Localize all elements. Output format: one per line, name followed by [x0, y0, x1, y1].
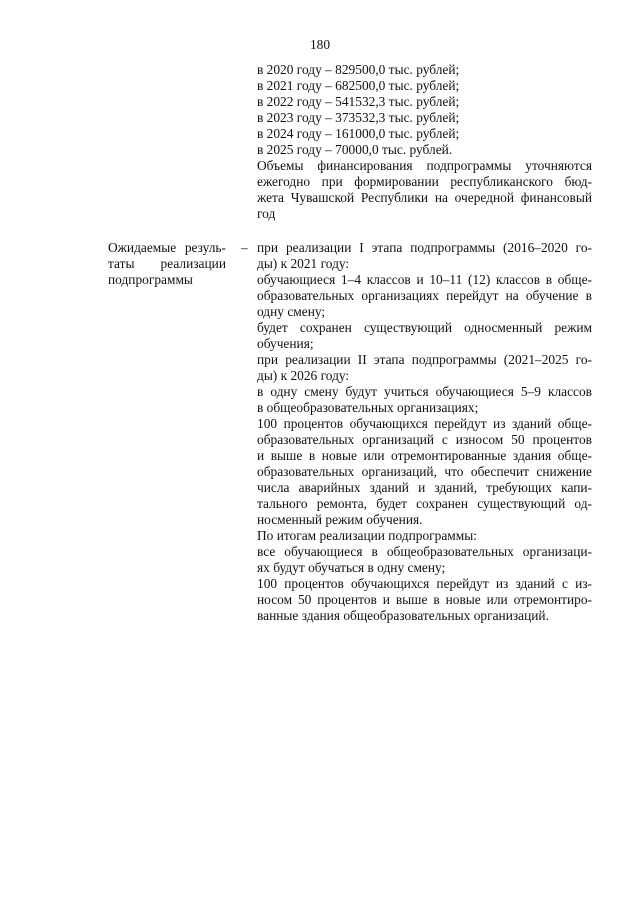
results-line: обучающиеся 1–4 классов и 10–11 (12) классов в обще- [257, 272, 592, 287]
results-line: в общеобразовательных организациях; [257, 400, 479, 415]
results-line: ях будут обучаться в одну смену; [257, 560, 446, 575]
results-label-line: таты реализации [108, 256, 226, 271]
funding-note-line: год [257, 206, 276, 221]
results-line: и выше в новые или отремонтированные здания обще- [257, 448, 592, 463]
results-line: носменный режим обучения. [257, 512, 423, 527]
funding-note-line: ежегодно при формировании республиканского бюд- [257, 174, 592, 189]
results-line: все обучающиеся в общеобразовательных организаци- [257, 544, 592, 559]
funding-note-line: жета Чувашской Республики на очередной финансовый [257, 190, 592, 205]
results-line: 100 процентов обучающихся перейдут из зданий обще- [257, 416, 592, 431]
results-line: ды) к 2021 году: [257, 256, 350, 271]
results-line: тального ремонта, будет сохранен существующий од- [257, 496, 592, 511]
funding-line: в 2023 году – 373532,3 тыс. рублей; [257, 110, 460, 125]
funding-line: в 2024 году – 161000,0 тыс. рублей; [257, 126, 460, 141]
results-line: 100 процентов обучающихся перейдут из зданий с из- [257, 576, 592, 591]
funding-line: в 2022 году – 541532,3 тыс. рублей; [257, 94, 460, 109]
results-line: при реализации I этапа подпрограммы (2016–2020 го- [257, 240, 592, 255]
results-line: По итогам реализации подпрограммы: [257, 528, 477, 543]
results-line: при реализации II этапа подпрограммы (2021–2025 го- [257, 352, 592, 367]
separator-dash: – [241, 240, 248, 255]
results-line: обучения; [257, 336, 314, 351]
results-label-line: подпрограммы [108, 272, 193, 287]
funding-line: в 2021 году – 682500,0 тыс. рублей; [257, 78, 460, 93]
funding-note-line: Объемы финансирования подпрограммы уточняются [257, 158, 592, 173]
results-line: числа аварийных зданий и зданий, требующих капи- [257, 480, 592, 495]
results-line: в одну смену будут учиться обучающиеся 5–9 классов [257, 384, 592, 399]
results-line: образовательных организаций, что обеспечит снижение [257, 464, 592, 479]
results-line: ды) к 2026 году: [257, 368, 350, 383]
results-line: ванные здания общеобразовательных организаций. [257, 608, 549, 623]
funding-line: в 2020 году – 829500,0 тыс. рублей; [257, 62, 460, 77]
results-line: носом 50 процентов и выше в новые или отремонтиро- [257, 592, 592, 607]
page-number: 180 [309, 37, 331, 52]
results-label-line: Ожидаемые резуль- [108, 240, 226, 255]
results-line: образовательных организаций с износом 50 процентов [257, 432, 592, 447]
results-line: одну смену; [257, 304, 326, 319]
results-line: образовательных организациях перейдут на обучение в [257, 288, 592, 303]
results-line: будет сохранен существующий односменный режим [257, 320, 592, 335]
funding-line: в 2025 году – 70000,0 тыс. рублей. [257, 142, 453, 157]
